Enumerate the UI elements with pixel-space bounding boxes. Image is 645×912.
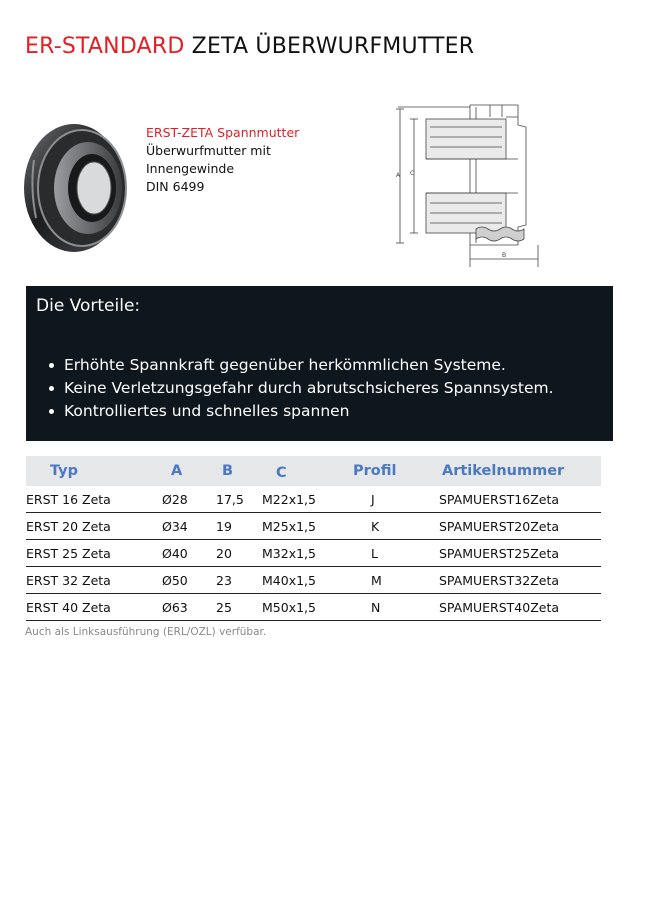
cell-artikelnummer: SPAMUERST40Zeta <box>439 600 560 615</box>
header-typ: Typ <box>50 463 79 479</box>
title-product: ZETA ÜBERWURFMUTTER <box>191 34 475 59</box>
header-artikelnummer: Artikelnummer <box>442 463 565 479</box>
cell-profil: L <box>371 546 378 561</box>
page-title <box>25 34 474 59</box>
cell-b: 20 <box>216 546 232 561</box>
cell-typ: ERST 20 Zeta <box>26 519 111 534</box>
cell-b: 17,5 <box>216 492 244 507</box>
cell-c: M32x1,5 <box>262 546 316 561</box>
cell-artikelnummer: SPAMUERST32Zeta <box>439 573 560 588</box>
cell-a: Ø50 <box>162 573 188 588</box>
advantages-list <box>26 354 554 423</box>
table-row <box>26 513 601 540</box>
cell-typ: ERST 32 Zeta <box>26 573 111 588</box>
advantages-panel <box>26 286 613 441</box>
cell-artikelnummer: SPAMUERST16Zeta <box>439 492 560 507</box>
header-a: A <box>171 463 183 479</box>
cell-profil: N <box>371 600 381 615</box>
table-header <box>26 456 601 486</box>
product-description <box>146 124 299 196</box>
product-desc-line-1: Überwurfmutter mit <box>146 143 271 158</box>
cell-c: M25x1,5 <box>262 519 316 534</box>
cell-c: M22x1,5 <box>262 492 316 507</box>
header-c: C <box>276 465 287 481</box>
cell-c: M50x1,5 <box>262 600 316 615</box>
drawing-label-a: A <box>396 172 401 179</box>
table-row <box>26 567 601 594</box>
header-profil: Profil <box>353 463 397 479</box>
cell-b: 23 <box>216 573 232 588</box>
cell-b: 25 <box>216 600 232 615</box>
cell-a: Ø28 <box>162 492 188 507</box>
advantage-item: Keine Verletzungsgefahr durch abrutschsicheres Spannsystem. <box>64 377 554 400</box>
table-row <box>26 540 601 567</box>
product-name: ERST-ZETA Spannmutter <box>146 125 300 140</box>
drawing-label-c: C <box>410 170 415 177</box>
title-brand: ER-STANDARD <box>25 34 185 59</box>
footnote: Auch als Linksausführung (ERL/OZL) verfübar. <box>25 626 267 638</box>
table-row <box>26 594 601 621</box>
cell-typ: ERST 40 Zeta <box>26 600 111 615</box>
cell-b: 19 <box>216 519 232 534</box>
product-standard: DIN 6499 <box>146 179 205 194</box>
spec-table <box>26 456 601 621</box>
advantage-item: Kontrolliertes und schnelles spannen <box>64 400 554 423</box>
cell-a: Ø63 <box>162 600 188 615</box>
cell-typ: ERST 25 Zeta <box>26 546 111 561</box>
cell-a: Ø34 <box>162 519 188 534</box>
cell-artikelnummer: SPAMUERST25Zeta <box>439 546 560 561</box>
product-image <box>22 120 130 256</box>
technical-drawing <box>390 97 550 267</box>
product-desc-line-2: Innengewinde <box>146 161 235 176</box>
cell-typ: ERST 16 Zeta <box>26 492 111 507</box>
advantages-heading: Die Vorteile: <box>36 296 141 316</box>
cell-artikelnummer: SPAMUERST20Zeta <box>439 519 560 534</box>
cell-profil: M <box>371 573 382 588</box>
advantage-item: Erhöhte Spannkraft gegenüber herkömmlichen Systeme. <box>64 354 554 377</box>
cell-profil: J <box>371 492 375 507</box>
cell-c: M40x1,5 <box>262 573 316 588</box>
drawing-label-b: B <box>502 252 507 259</box>
header-b: B <box>222 463 234 479</box>
table-row <box>26 486 601 513</box>
cell-a: Ø40 <box>162 546 188 561</box>
cell-profil: K <box>371 519 380 534</box>
